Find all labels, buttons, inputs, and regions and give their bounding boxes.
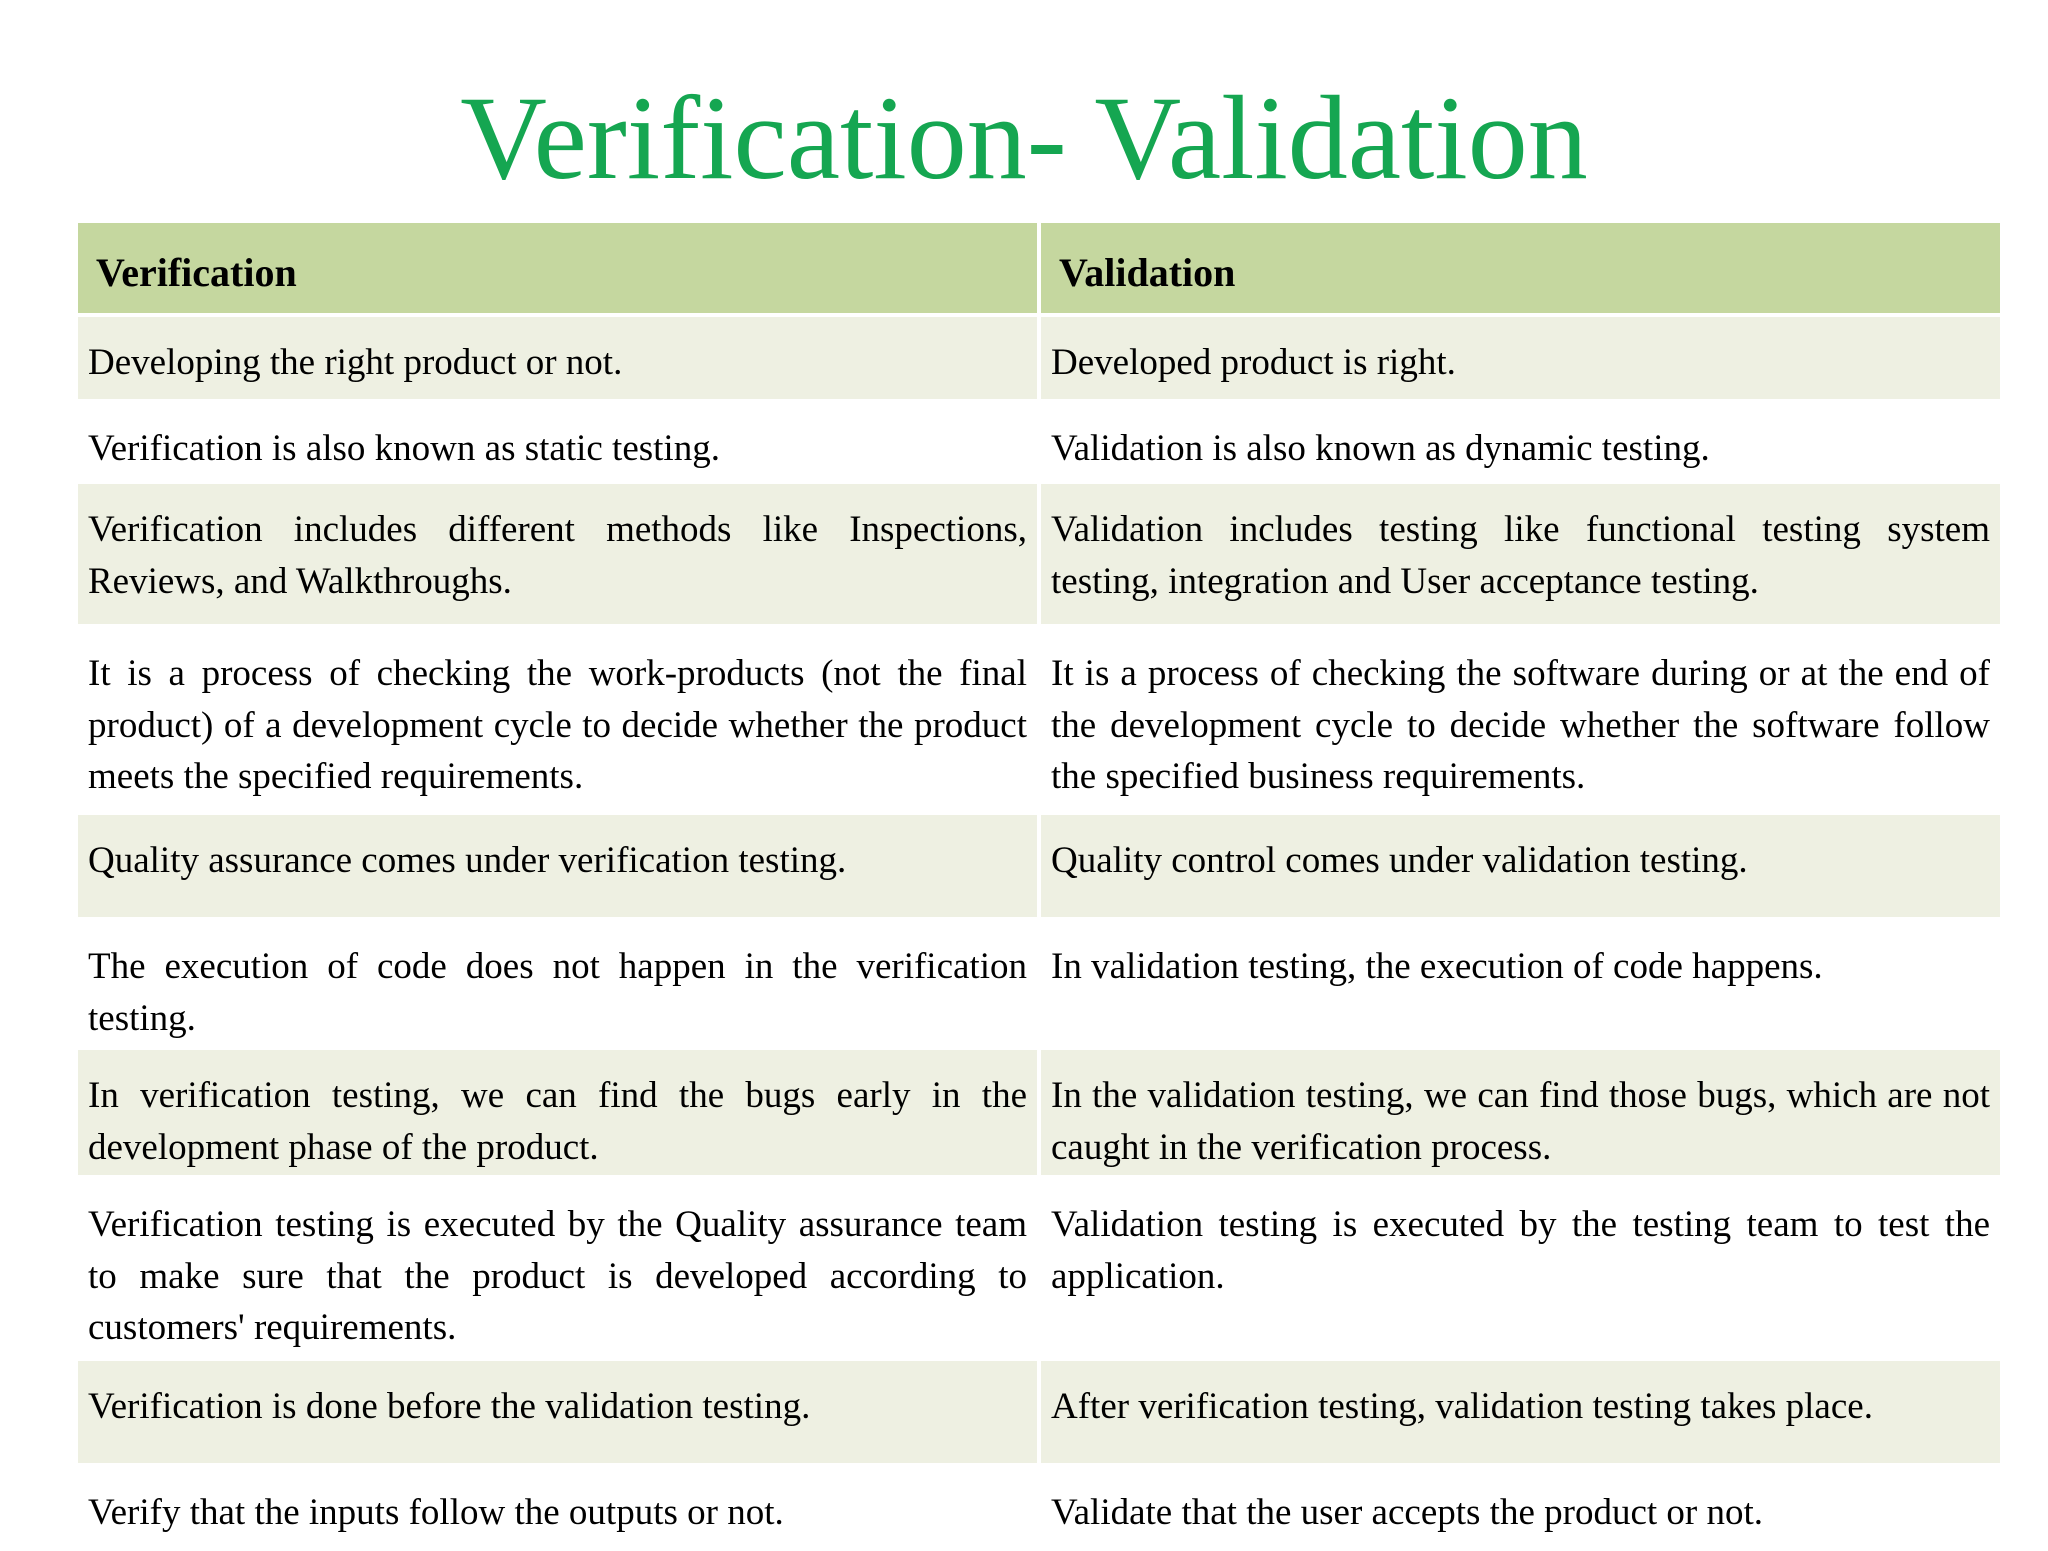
cell-validation: Validate that the user accepts the product or not. <box>1041 1467 2000 1547</box>
table-row <box>78 1050 2000 1175</box>
cell-validation: It is a process of checking the software during or at the end of the development cycle to decide whether the software follow the specified business requirements. <box>1041 628 2000 811</box>
cell-validation: Validation testing is executed by the testing team to test the application. <box>1041 1179 2000 1357</box>
table-row <box>78 317 2000 399</box>
table-row <box>78 815 2000 917</box>
cell-verification: Developing the right product or not. <box>78 317 1037 399</box>
table-row <box>78 1179 2000 1357</box>
cell-verification: In verification testing, we can find the bugs early in the development phase of the product. <box>78 1050 1037 1175</box>
cell-validation: After verification testing, validation testing takes place. <box>1041 1361 2000 1463</box>
comparison-table <box>74 219 2004 1551</box>
table-header-row <box>78 223 2000 313</box>
cell-verification: Verification is done before the validation testing. <box>78 1361 1037 1463</box>
cell-validation: In validation testing, the execution of code happens. <box>1041 921 2000 1046</box>
table-row <box>78 1467 2000 1547</box>
cell-verification: Verify that the inputs follow the outputs or not. <box>78 1467 1037 1547</box>
cell-validation: Validation includes testing like functional testing system testing, integration and User acceptance testing. <box>1041 484 2000 624</box>
cell-validation: Quality control comes under validation testing. <box>1041 815 2000 917</box>
cell-validation: In the validation testing, we can find those bugs, which are not caught in the verification process. <box>1041 1050 2000 1175</box>
table-row <box>78 484 2000 624</box>
table-row <box>78 921 2000 1046</box>
cell-verification: Verification testing is executed by the Quality assurance team to make sure that the product is developed according to customers' requirements. <box>78 1179 1037 1357</box>
cell-verification: Verification includes different methods like Inspections, Reviews, and Walkthroughs. <box>78 484 1037 624</box>
table-row <box>78 628 2000 811</box>
cell-verification: Verification is also known as static testing. <box>78 403 1037 480</box>
cell-verification: Quality assurance comes under verification testing. <box>78 815 1037 917</box>
table-row <box>78 403 2000 480</box>
cell-validation: Validation is also known as dynamic testing. <box>1041 403 2000 480</box>
header-validation: Validation <box>1041 223 2000 313</box>
cell-validation: Developed product is right. <box>1041 317 2000 399</box>
header-verification: Verification <box>78 223 1037 313</box>
cell-verification: The execution of code does not happen in the verification testing. <box>78 921 1037 1046</box>
table-row <box>78 1361 2000 1463</box>
cell-verification: It is a process of checking the work-products (not the final product) of a development cycle to decide whether the product meets the specified requirements. <box>78 628 1037 811</box>
slide-title: Verification- Validation <box>460 71 1588 204</box>
